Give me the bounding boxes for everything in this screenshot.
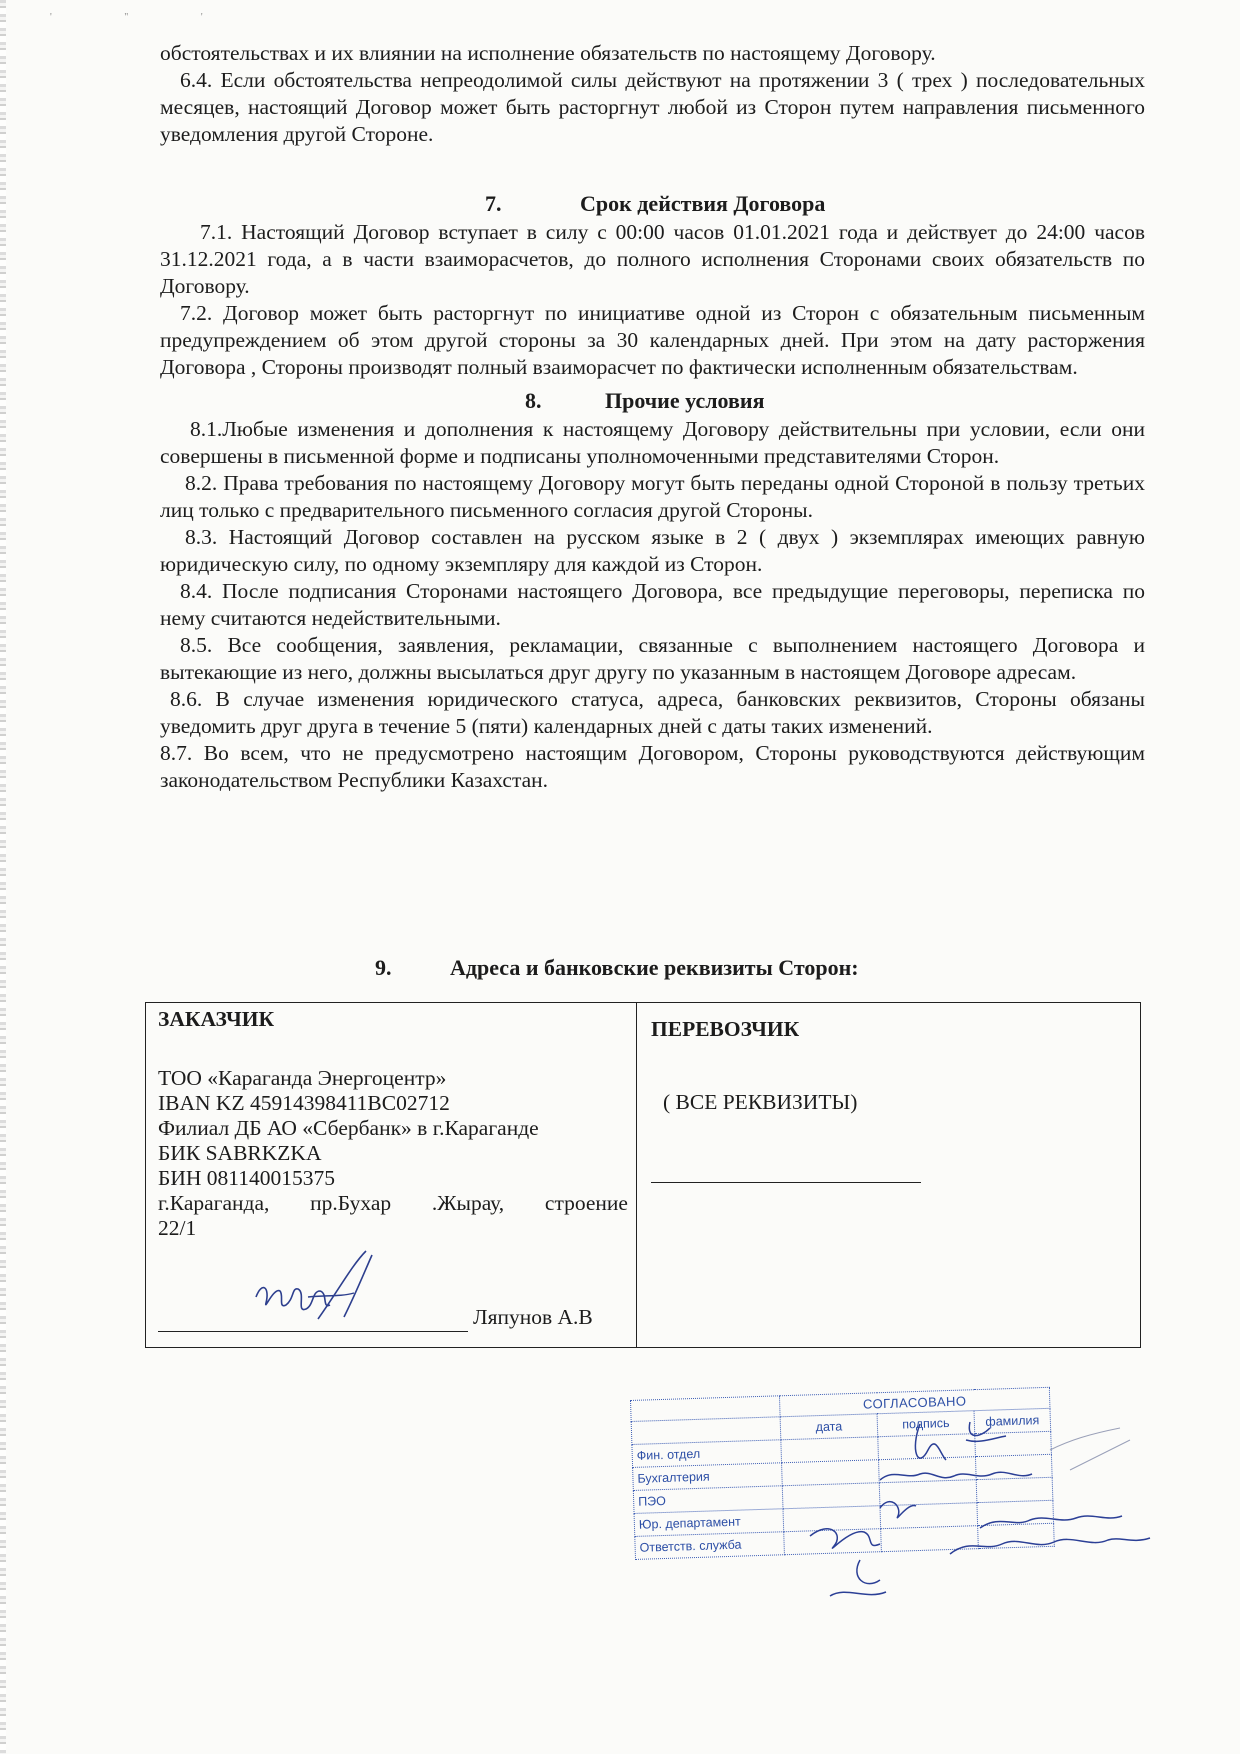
stamp-row-label: Фин. отдел — [632, 1440, 782, 1468]
address-part: пр.Бухар — [310, 1191, 392, 1215]
scan-marks: ' " ' — [50, 12, 238, 23]
section-number: 9. — [375, 955, 392, 980]
paragraph-8-5: 8.5. Все сообщения, заявления, рекламации, связанные с выполнением настоящего Договора и вытекающие из него, должны высылаться друг другу по указанным в настоящем Договоре адресам. — [160, 633, 1145, 684]
paragraph-7-2: 7.2. Договор может быть расторгнут по инициативе одной из Сторон с обязательным письменным предупреждением об этом другой стороны за 30 календарных дней. При этом на дату расторжения Договора , Стороны производят полный взаиморасчет по фактически исполненным обязательствам. — [160, 301, 1145, 379]
address-part: строение — [544, 1191, 628, 1215]
stamp-row-label: ПЭО — [633, 1486, 783, 1514]
paragraph-8-6: 8.6. В случае изменения юридического статуса, адреса, банковских реквизитов, Стороны обязаны уведомить друг друга в течение 5 (пяти) календарных дней с даты таких изменений. — [160, 687, 1145, 738]
section-7-title — [160, 190, 1145, 217]
paragraph-8-3: 8.3. Настоящий Договор составлен на русском языке в 2 ( двух ) экземплярах имеющих равную юридическую силу, по одному экземпляру для каждой из Сторон. — [160, 525, 1145, 576]
stamp-title: СОГЛАСОВАНО — [779, 1387, 1050, 1416]
stamp-signatures — [770, 1410, 1170, 1610]
paragraph-continuation: обстоятельствах и их влиянии на исполнение обязательств по настоящему Договору. — [160, 41, 936, 65]
section-title-text: Прочие условия — [605, 388, 765, 413]
customer-name: ТОО «Караганда Энергоцентр» — [158, 1066, 447, 1090]
paragraph-6-4: 6.4. Если обстоятельства непреодолимой силы действуют на протяжении 3 ( трех ) последовательных месяцев, настоящий Договор может быть расторгнут любой из Сторон путем направления письменного уведомления другой Стороне. — [160, 68, 1145, 146]
scan-edge — [0, 0, 6, 1754]
paragraph-7-1: 7.1. Настоящий Договор вступает в силу с 00:00 часов 01.01.2021 года и действует до 24:00 часов 31.12.2021 года, а в части взаиморасчетов, до полного исполнения Сторонами своих обязательств по Договору. — [160, 220, 1145, 298]
customer-bank: Филиал ДБ АО «Сбербанк» в г.Караганде — [158, 1116, 539, 1140]
section-title-text: Срок действия Договора — [580, 191, 826, 216]
customer-address — [158, 1191, 628, 1216]
section-9-title — [375, 955, 859, 981]
carrier-details: ( ВСЕ РЕКВИЗИТЫ) — [663, 1090, 858, 1114]
section-number: 7. — [485, 191, 502, 216]
section-title-text: Адреса и банковские реквизиты Сторон: — [450, 955, 859, 980]
document-body — [160, 40, 1145, 794]
stamp-col-date: дата — [780, 1414, 878, 1440]
stamp-col-name: фамилия — [974, 1408, 1051, 1433]
paragraph-8-1: 8.1.Любые изменения и дополнения к настоящему Договору действительны при условии, если они совершены в письменной форме и подписаны уполномоченными представителями Сторон. — [160, 417, 1145, 468]
customer-signer: Ляпунов А.В — [473, 1305, 593, 1329]
stamp-col-sign: подпись — [877, 1411, 975, 1437]
stamp-row-label: Юр. департамент — [634, 1509, 784, 1537]
stamp-row-label: Ответств. служба — [635, 1532, 785, 1560]
customer-signature-row — [158, 1292, 618, 1332]
customer-block — [158, 1007, 628, 1329]
requisites-table — [145, 1002, 1141, 1348]
customer-address-end: 22/1 — [158, 1216, 197, 1240]
paragraph-8-4: 8.4. После подписания Сторонами настоящего Договора, все предыдущие переговоры, переписка по нему считаются недействительными. — [160, 579, 1145, 630]
carrier-heading: ПЕРЕВОЗЧИК — [651, 1017, 800, 1041]
section-8-title — [160, 387, 1145, 414]
signature-line — [158, 1331, 468, 1332]
customer-bin: БИН 081140015375 — [158, 1166, 335, 1190]
paragraph-8-2: 8.2. Права требования по настоящему Договору могут быть переданы одной Стороной в пользу третьих лиц только с предварительного письменного согласия другой Стороны. — [160, 471, 1145, 522]
address-part: .Жырау, — [431, 1191, 505, 1215]
carrier-signature-line — [651, 1182, 921, 1183]
address-part: г.Караганда, — [158, 1191, 270, 1215]
customer-bik: БИК SABRKZKA — [158, 1141, 322, 1165]
handwritten-signature — [248, 1247, 378, 1327]
stamp-row-label: Бухгалтерия — [633, 1463, 783, 1491]
carrier-block — [651, 1017, 1121, 1115]
column-divider — [636, 1003, 637, 1347]
customer-iban: IBAN KZ 45914398411BC02712 — [158, 1091, 450, 1115]
customer-heading: ЗАКАЗЧИК — [158, 1007, 275, 1031]
section-number: 8. — [525, 388, 542, 413]
paragraph-8-7: 8.7. Во всем, что не предусмотрено настоящим Договором, Стороны руководствуются действующим законодательством Республики Казахстан. — [160, 741, 1145, 792]
